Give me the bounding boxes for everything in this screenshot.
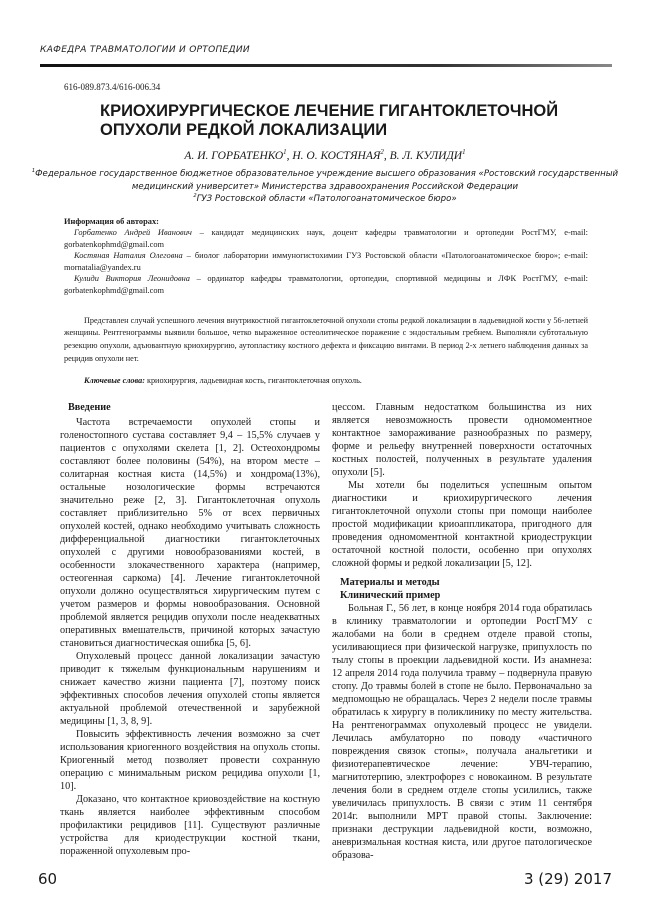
affiliation-mark: 1 — [283, 149, 287, 157]
paragraph: Доказано, что контактное криовоздействие на костную ткань является наиболее эффективным способом профилактики рецидивов [11]. Существуют различные устройства для криодеструкции костной ткани, пораженной опухолевым про- — [60, 794, 320, 858]
keywords — [64, 375, 588, 387]
affiliation-mark: 2 — [193, 193, 197, 200]
affiliation-mark: 1 — [462, 149, 466, 157]
author-info-item — [64, 250, 588, 273]
left-column — [60, 401, 320, 858]
page-number: 60 — [38, 870, 58, 889]
running-section-header: КАФЕДРА ТРАВМАТОЛОГИИ И ОРТОПЕДИИ — [40, 45, 250, 55]
author-info-item — [64, 273, 588, 296]
section-heading-intro: Введение — [68, 402, 111, 414]
author-info — [64, 216, 588, 297]
affiliations — [20, 168, 630, 206]
paragraph: Опухолевый процесс данной локализации зачастую приводит к тяжелым функциональным нарушениям и снижает качество жизни пациента [7], поэтому поиск эффективных способов лечения опухолей стопы является актуальной проблемой отечественной и зарубежной медицины [1, 3, 8, 9]. — [60, 651, 320, 728]
author-details: – ординатор кафедры травматологии, ортопедии, спортивной медицины и ЛФК РостГМУ, e-mail: gorbatenkophmd@gmail.com — [64, 274, 589, 296]
author-name: Костяная Наталия Олеговна — [74, 251, 183, 261]
body-columns — [60, 401, 592, 862]
affiliation-text: Федеральное государственное бюджетное образовательное учреждение высшего образования «Ростовский государственный медицинский университет» Министерства здравоохранения Российской Федерации — [35, 169, 619, 192]
affiliation-mark: 1 — [31, 168, 36, 175]
header-rule — [40, 64, 612, 67]
author: А. И. ГОРБАТЕНКО — [184, 150, 284, 162]
affiliation-text: ГУЗ Ростовской области «Патологоанатомическое бюро» — [196, 194, 457, 204]
author-details: – биолог лаборатории иммуногистохимии ГУЗ Ростовской области «Патологоанатомическое бюро»; e-mail: mornatalia@yandex.ru — [64, 251, 588, 272]
author-name: Кулиди Виктория Леонидовна — [74, 274, 190, 284]
paragraph: Частота встречаемости опухолей стопы и голеностопного сустава составляет 9,4 – 15,5% случаев у пациентов с опухолями скелета [1, 2]. Остеохондромы составляют более половины (54%), на втором месте – солитарная костная киста (14,5%) и хондрома(13%), остальные нозологические формы встречаются значительно реже [2, 3]. Гигантоклеточная опухоль составляет приблизительно 5% от всех первичных опухолей костей, однако необходимо учитывать сложность дифференциальной диагностики гигантоклеточных опухолей с другими новообразованиями костей, в особенности злокачественного характера (например, остеогенная саркома) [4]. Лечение гигантоклеточной опухоли должно осуществляться хирургическим путем с учетом размеров и формы новообразования. Основной проблемой является рецидив опухоли после неадекватных оперативных вмешательств, причиной которых зачастую становиться диагностическая ошибка [5, 6]. — [60, 417, 320, 650]
author: Н. О. КОСТЯНАЯ — [292, 150, 381, 162]
keywords-label: Ключевые слова: — [84, 376, 145, 386]
author-details: – кандидат медицинских наук, доцент кафедры травматологии и ортопедии РостГМУ, e-mail: gorbatenkophmd@gmail.com — [64, 228, 588, 249]
paragraph: Повысить эффективность лечения возможно за счет использования криогенного воздействия на опухоль стопы. Криогенный метод позволяет провести сохранную операцию с минимальным риском рецидива опухоли [1, 10]. — [60, 729, 320, 793]
author-info-heading: Информация об авторах: — [64, 216, 159, 226]
affiliation — [20, 193, 630, 206]
authors-line: А. И. ГОРБАТЕНКО$^1$, Н. О. КОСТЯНАЯ$^2$, В. Л. КУЛИДИ$^1$ — [184, 149, 466, 162]
section-heading-case: Клинический пример — [340, 590, 441, 602]
abstract: Представлен случай успешного лечения внутрикостной гигантоклеточной опухоли стопы редкой локализации в ладьевидной кости у 56-летней женщины. Рентгенограммы выявили большое, четко выраженное остеолитическое поражение с эндостальным гребнем. Выполняли субтотальную резекцию опухоли, адъювантную криохирургию, аутопластику костного дефекта и фиксацию винтами. В период 2-х летнего наблюдения данных за рецидив опухоли нет. — [64, 315, 588, 363]
udc-code: 616-089.873.4/616-006.34 — [64, 82, 161, 92]
paragraph: цессом. Главным недостатком большинства из них является невозможность провести одномоментное контактное замораживание разнообразных по размеру, форме и рельефу внутренней поверхности остаточных костных полостей, полученных в результате удаления опухоли [5]. — [332, 402, 592, 479]
page-footer — [38, 870, 612, 898]
issue-number: 3 (29) 2017 — [523, 870, 612, 889]
right-column — [332, 401, 592, 862]
author-info-item — [64, 227, 588, 250]
paragraph: Больная Г., 56 лет, в конце ноября 2014 года обратилась в клинику травматологии и ортопедии РостГМУ с жалобами на боли в среднем отделе правой стопы, усиливающиеся при физической нагрузке, припухлость по тылу стопы в проекции ладьевидной кости. Из анамнеза: 12 апреля 2014 года получила травму – подвернула правую стопу. До травмы болей в стопе не было. Первоначально за медпомощью не обращалась. Через 2 недели после травмы обратилась к хирургу в поликлинику по месту жительства. На рентгенограммах опухолевый процесс не увидели. Лечилась амбулаторно по поводу «частичного повреждения связок стопы», получала анальгетики и физиотерапевтическое лечение: УВЧ-терапию, магнитотерпию, электрофорез с новокаином. В результате лечения боли в среднем отделе стопы усилились, также увеличилась припухлость. В связи с этим 11 сентября 2014г. выполнили МРТ правой стопы. Заключение: признаки деструкции ладьевидной кости, возможно, аневризмальная костная киста, или другое патологическое образова- — [332, 603, 592, 862]
paragraph: Мы хотели бы поделиться успешным опытом диагностики и криохирургического лечения гигантоклеточной опухоли стопы при помощи наиболее простой модификации криоаппликатора, пригодного для проведения одномоментной контактной криодеструкции остаточной костной полости, особенно при опухолях сложной формы и редкой локализации [5, 12]. — [332, 480, 592, 570]
author-name: Горбатенко Андрей Иванович — [74, 228, 192, 238]
section-heading-methods: Материалы и методы — [340, 577, 440, 589]
keywords-text: криохирургия, ладьевидная кость, гигантоклеточная опухоль. — [144, 376, 362, 386]
author: В. Л. КУЛИДИ — [389, 150, 463, 162]
affiliation-mark: 2 — [380, 149, 384, 157]
article-title: КРИОХИРУРГИЧЕСКОЕ ЛЕЧЕНИЕ ГИГАНТОКЛЕТОЧНОЙ ОПУХОЛИ РЕДКОЙ ЛОКАЛИЗАЦИИ — [100, 102, 559, 139]
affiliation — [20, 168, 630, 193]
